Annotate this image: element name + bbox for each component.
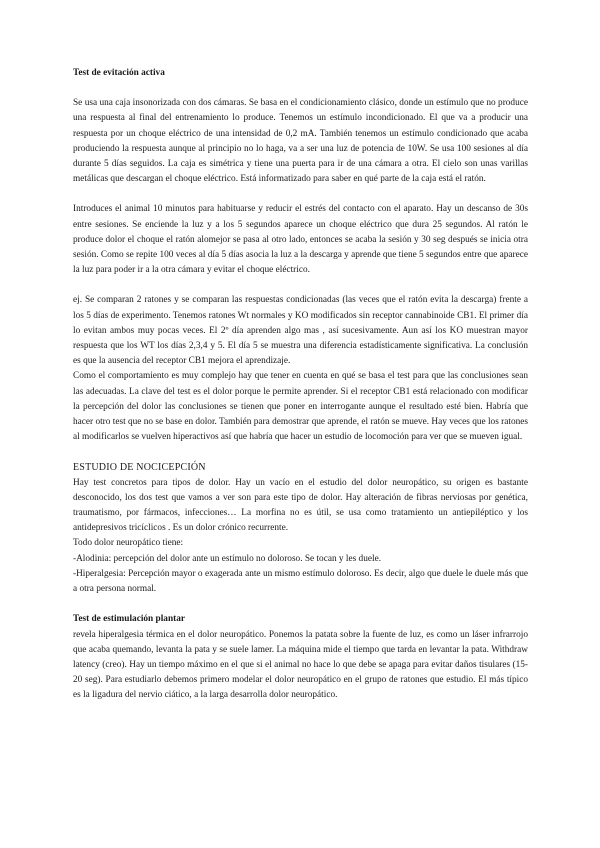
spacer [73, 187, 528, 202]
paragraph-plantar: revela hiperalgesia térmica en el dolor neuropático. Ponemos la patata sobre la fuente de luz, es como un láser infrarrojo que acaba quemando, levanta la pata y se suele lamer. La máquina mide el tiempo que tarda en levantar la pata. Withdraw latency (creo). Hay un tiempo máximo en el que si el animal no hace lo que debe se apaga para evitar daños tisulares (15-20 seg). Para estudiarlo debemos primero modelar el dolor neuropático en el grupo de ratones que estudio. El más típico es la ligadura del nervio ciático, a la larga desarrolla dolor neuropático. [73, 629, 528, 701]
paragraph-nociception: Hay test concretos para tipos de dolor. Hay un vacío en el estudio del dolor neuropático, su origen es bastante desconocido, los dos test que vamos a ver son para este tipo de dolor. Hay alteración de fibras nerviosas por genética, traumatismo, por fármacos, infecciones… La morfina no es útil, se usa como tratamiento un antiepiléptico y los antidepresivos tricíclicos . Es un dolor crónico recurrente. [73, 477, 528, 534]
alodinia-line: -Alodinia: percepción del dolor ante un estímulo no doloroso. Se tocan y les duele. [73, 553, 382, 564]
paragraph-considerations: Como el comportamiento es muy complejo hay que tener en cuenta en qué se basa el test para que las conclusiones sean las adecuadas. La clave del test es el dolor porque le permite aprender. Si el receptor CB1 está relacionado con modificar la percepción del dolor las conclusiones se tienen que poner en interrogante aunque el resultado esté bien. Habría que hacer otro test que no se base en dolor. También para demostrar que aprende, el ratón se mueve. Hay veces que los ratones al modificarlos se vuelven hiperactivos así que habría que hacer un estudio de locomoción para ver que se mueven igual. [73, 371, 528, 443]
spacer [73, 445, 528, 460]
hiperalgesia-paragraph: -Hiperalgesia: Percepción mayor o exagerada ante un mismo estímulo doloroso. Es decir, algo que duele le duele más que a otra persona normal. [73, 568, 528, 595]
nociception-section-title: ESTUDIO DE NOCICEPCIÓN [73, 462, 206, 474]
avoidance-test-heading: Test de evitación activa [73, 68, 165, 78]
plantar-test-heading: Test de estimulación plantar [73, 614, 185, 625]
neuropathic-intro-line: Todo dolor neuropático tiene: [73, 538, 184, 549]
spacer [73, 278, 528, 293]
document-page [73, 66, 528, 704]
paragraph-procedure: Introduces el animal 10 minutos para habituarse y reducir el estrés del contacto con el aparato. Hay un descanso de 30s entre sesiones. Se enciende la luz y a los 5 segundos aparece un choque eléctrico que dura 25 segundos. Al ratón le produce dolor el choque el ratón alomejor se pasa al otro lado, entonces se acaba la sesión y 30 seg después se inicia otra sesión. Como se repite 100 veces al día 5 días asocia la luz a la descarga y aprende que tiene 5 segundos entre que aparece la luz para poder ir a la otra cámara y evitar el choque eléctrico. [73, 204, 528, 276]
paragraph-example: ej. Se comparan 2 ratones y se comparan las respuestas condicionadas (las veces que el ratón evita la descarga) frente a los 5 días de experimento. Tenemos ratones Wt normales y KO modificados sin receptor cannabinoide CB1. El primer día lo evitan ambos muy pocas veces. El 2º día aprenden algo mas , así sucesivamente. Aun así los KO muestran mayor respuesta que los WT los días 2,3,4 y 5. El día 5 se muestra una diferencia estadísticamente significativa. La conclusión es que la ausencia del receptor CB1 mejora el aprendizaje. [73, 295, 528, 367]
spacer [73, 597, 528, 612]
paragraph-setup: Se usa una caja insonorizada con dos cámaras. Se basa en el condicionamiento clásico, donde un estímulo que no produce una respuesta al final del entrenamiento lo produce. Tenemos un estímulo incondicionado. El que va a producir una respuesta por un choque eléctrico de una intensidad de 0,2 mA. También tenemos un estímulo condicionado que acaba produciendo la respuesta aunque al principio no lo haga, va a ser una luz de potencia de 10W. Se usa 100 sesiones al día durante 5 días seguidos. La caja es simétrica y tiene una puerta para ir de una cámara a otra. El cielo son unas varillas metálicas que descargan el choque eléctrico. Está informatizado para saber en qué parte de la caja está el ratón. [73, 98, 528, 185]
